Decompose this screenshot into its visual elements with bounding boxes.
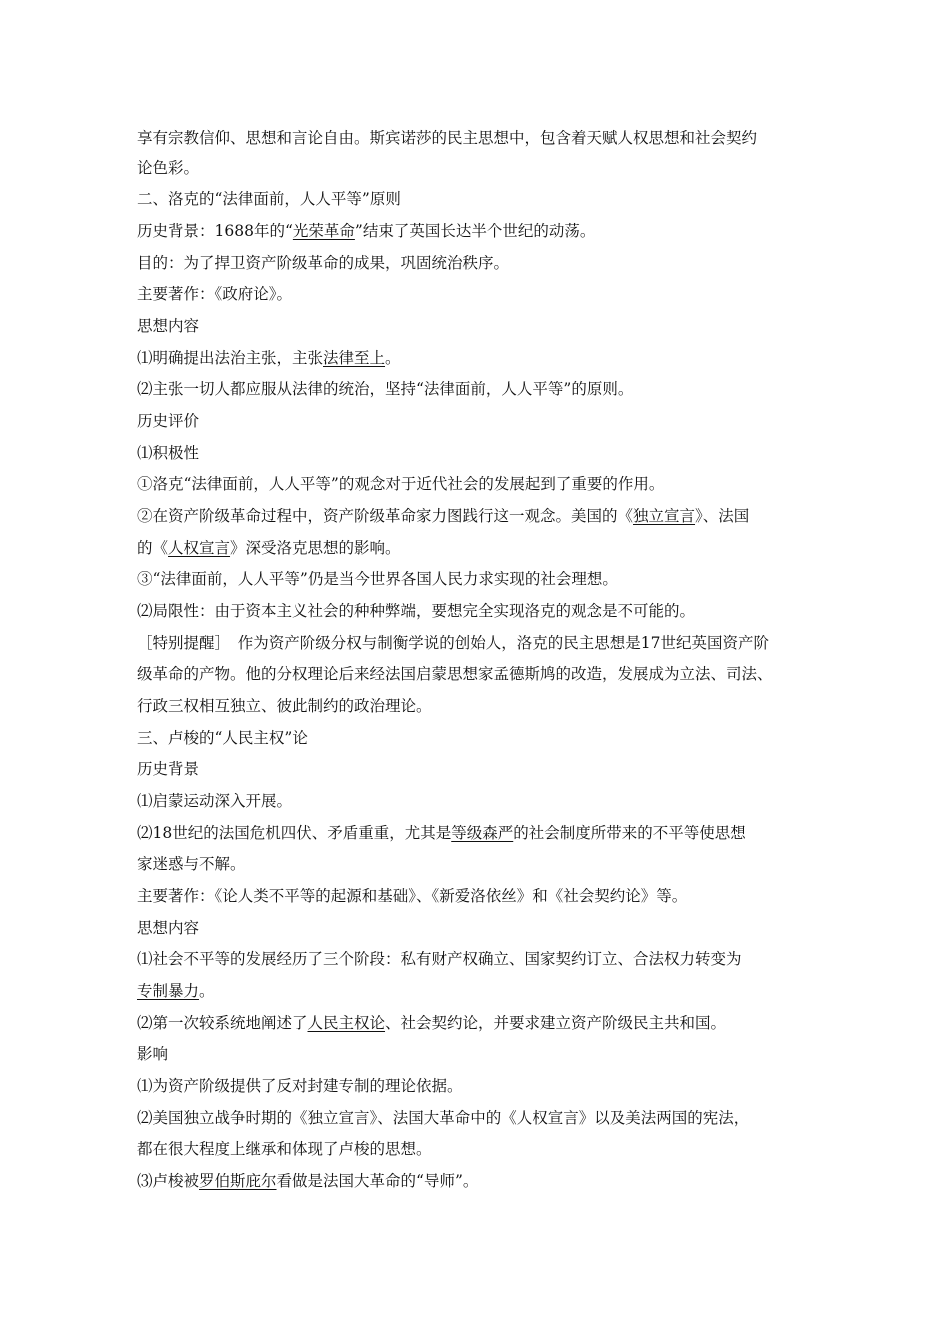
text-line: ②在资产阶级革命过程中，资产阶级革命家力图践行这一观念。美国的《独立宣言》、法国 (137, 507, 750, 525)
text-line: ⑵18世纪的法国危机四伏、矛盾重重，尤其是等级森严的社会制度所带来的不平等使思想 (137, 824, 746, 842)
text-line: ⑵第一次较系统地阐述了人民主权论、社会契约论，并要求建立资产阶级民主共和国。 (137, 1014, 727, 1032)
text-line: ⑴明确提出法治主张，主张法律至上。 (137, 349, 401, 367)
text-line: ⑶卢梭被罗伯斯庇尔看做是法国大革命的“导师”。 (137, 1172, 479, 1190)
subheading: 影响 (137, 1045, 169, 1063)
text-line: 行政三权相互独立、彼此制约的政治理论。 (137, 697, 432, 715)
subheading: 思想内容 (137, 919, 200, 937)
underlined-term: 人民主权论 (307, 1014, 386, 1032)
text-line: 享有宗教信仰、思想和言论自由。斯宾诺莎的民主思想中，包含着天赋人权思想和社会契约 (137, 129, 758, 147)
underlined-term: 独立宣言 (633, 507, 696, 525)
underlined-term: 罗伯斯庇尔 (199, 1172, 277, 1190)
text-line: 目的：为了捍卫资产阶级革命的成果，巩固统治秩序。 (137, 254, 510, 272)
text-line: 级革命的产物。他的分权理论后来经法国启蒙思想家孟德斯鸠的改造，发展成为立法、司法、 (137, 665, 773, 683)
text-line: ⑴为资产阶级提供了反对封建专制的理论依据。 (137, 1077, 463, 1095)
underlined-term: 专制暴力 (137, 982, 200, 1000)
underlined-term: 等级森严 (451, 824, 514, 842)
underlined-term: 人权宣言 (168, 539, 231, 557)
text-line: ③“法律面前，人人平等”仍是当今世界各国人民力求实现的社会理想。 (137, 570, 618, 588)
text-line: 的《人权宣言》深受洛克思想的影响。 (137, 539, 401, 557)
text-line: ⑵主张一切人都应服从法律的统治，坚持“法律面前，人人平等”的原则。 (137, 380, 634, 398)
subheading: 思想内容 (137, 317, 200, 335)
text-line: 家迷惑与不解。 (137, 855, 246, 873)
text-line: 主要著作：《论人类不平等的起源和基础》、《新爱洛依丝》和《社会契约论》等。 (137, 887, 688, 905)
text-line: ⑴社会不平等的发展经历了三个阶段：私有财产权确立、国家契约订立、合法权力转变为 (137, 950, 742, 968)
section-heading: 二、洛克的“法律面前，人人平等”原则 (137, 190, 401, 208)
subheading: 历史背景 (137, 760, 200, 778)
underlined-term: 法律至上 (323, 349, 386, 367)
text-line: 都在很大程度上继承和体现了卢梭的思想。 (137, 1140, 432, 1158)
text-line: 历史背景：1688年的“光荣革命”结束了英国长达半个世纪的动荡。 (137, 222, 596, 240)
text-line: 主要著作：《政府论》。 (137, 285, 293, 303)
underlined-term: 光荣革命 (292, 222, 355, 240)
text-line: ⑴积极性 (137, 444, 200, 462)
subheading: 历史评价 (137, 412, 200, 430)
text-line: ①洛克“法律面前，人人平等”的观念对于近代社会的发展起到了重要的作用。 (137, 475, 665, 493)
text-line: ［特别提醒］ 作为资产阶级分权与制衡学说的创始人，洛克的民主思想是17世纪英国资产阶 (137, 634, 769, 652)
text-line: 专制暴力。 (137, 982, 215, 1000)
section-heading: 三、卢梭的“人民主权”论 (137, 729, 308, 747)
text-line: ⑵局限性：由于资本主义社会的种种弊端，要想完全实现洛克的观念是不可能的。 (137, 602, 696, 620)
text-line: ⑵美国独立战争时期的《独立宣言》、法国大革命中的《人权宣言》以及美法两国的宪法， (137, 1109, 750, 1127)
text-line: 论色彩。 (137, 159, 200, 177)
text-line: ⑴启蒙运动深入开展。 (137, 792, 293, 810)
